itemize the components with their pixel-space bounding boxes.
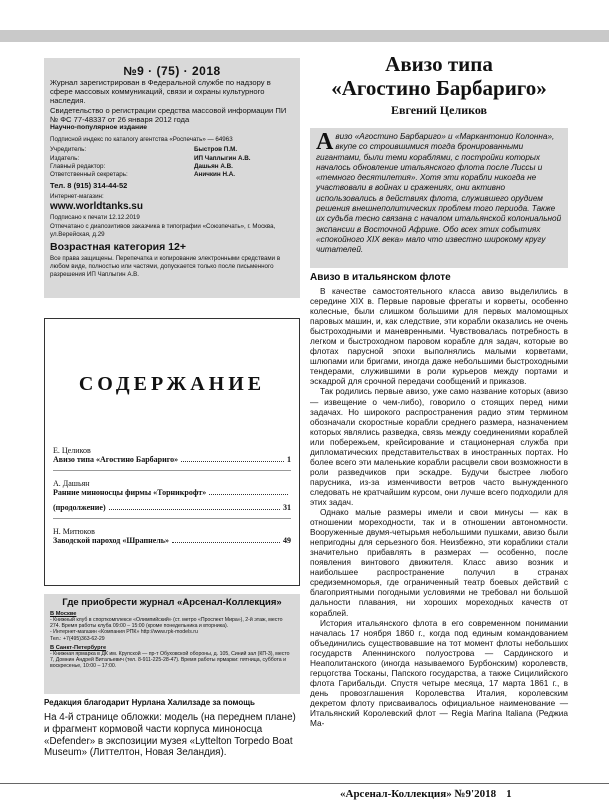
founder-row: Учредитель: Быстров П.М. <box>50 146 238 154</box>
entry-line[interactable]: Заводской пароход «Шрапнель» 49 <box>53 536 291 545</box>
rights-notice: Все права защищены. Перепечатка и копирование электронными средствами в любом виде, полностью или частями, допускается только после письменного разрешения ИП Чаплыгин А.В. <box>50 255 281 278</box>
phone: Тел. 8 (915) 314-44-52 <box>50 181 128 191</box>
drop-cap: А <box>316 129 334 155</box>
subscription-index: Подписной индекс по каталогу агентства «Роспечать» — 64963 <box>50 135 233 143</box>
buy-city-spb: В Санкт-Петербурге <box>50 644 107 651</box>
article-author: Евгений Целиков <box>390 103 488 117</box>
thanks-note: Редакция благодарит Нурлана Халилзаде за помощь <box>44 698 255 707</box>
top-band <box>0 30 609 42</box>
buy-line[interactable]: - Интернет-магазин «Компания РПК» http://www.rpk-models.ru <box>50 629 198 636</box>
secretary-row: Ответственный секретарь: Аничкин Н.А. <box>50 171 236 179</box>
shop-label: Интернет-магазин: <box>50 192 104 200</box>
paragraph: Так родились первые авизо, уже само название которых (авизо — извещение о чем-либо), говорило о стоящих перед ними задачах. Но широкого распространения радио этим термином обозначали скоростные корабли среднего размера, назначением которых являлись разведка, связь между соединениями кораблей или побережьем, крейсирование и стационерная служба при дипломатических представительствах в иностранных портах. Но более всего эти маленькие корабли расцвели свои возможности в роли разведчиков при эскадре. Будучи быстрее любого парусника, из-за изменчивости ветров часто вынужденного следовать не кратчайшим курсом, они лучше всего подходили для этих задач. <box>310 386 569 507</box>
paragraph: Однако малые размеры имели и свои минусы — как в отношении мореходности, так и в отношении автономности. Вооруженные двумя-четырьмя небольшими пушками, авизо были непригодны для серьезного боя. Неизбежно, эти кораблики стали значительно прибавлять в размерах — особенно, после появления винтового движителя. Класс авизо возник и наибольшее распространение получил в странах средиземноморья, где ограниченный театр боевых действий с благоприятными погодными условиями не требовал ни большой дальности плавания, ни хороших мореходных качеств от кораблей. <box>310 507 568 618</box>
contents-entry <box>45 446 299 464</box>
entry-author: А. Дашьян <box>53 479 90 488</box>
issue-number: №9 · (75) · 2018 <box>123 64 221 78</box>
contents-entry <box>45 479 299 512</box>
entry-line[interactable]: Авизо типа «Агостино Барбариго» 1 <box>53 455 291 464</box>
article-title: Авизо типа «Агостино Барбариго» <box>310 52 568 100</box>
footer-rule <box>0 783 609 784</box>
printing-house: Отпечатано с диапозитивов заказчика в типографии «Союзпечать», г. Москва, ул.Верейская, д.29 <box>50 223 276 238</box>
entry-line-continued[interactable]: (продолжение) 31 <box>53 503 291 512</box>
buy-city-moscow: В Москве <box>50 611 77 617</box>
where-to-buy-box <box>44 594 300 694</box>
paragraph: История итальянского флота в его современном понимании началась 17 ноября 1860 г., когда под единым командованием объединились существовавшие на тот момент флоты небольших государств Апеннинского полуострова — Сардинского и Неаполитанского (иногда называемого Бурбонским) королевств, герцогства Тосканы, Папского государства, а также Сицилийского флота Гарибальди. Спустя четыре месяца, 17 марта 1861 г., в день провозглашения Королевства Италия, королевским декретом флоту присваивалось официальное наименование — Итальянский Королевский флот — Regia Marina Italiana (Реджиа Ма- <box>310 617 568 729</box>
contents-box <box>44 318 300 586</box>
registration-text: Журнал зарегистрирован в Федеральной службе по надзору в сфере массовых коммуникаций, связи и охраны культурного наследия. <box>50 78 271 106</box>
page-number: 1 <box>506 788 512 800</box>
editor-row: Главный редактор: Дашьян А.В. <box>50 162 233 170</box>
entry-line[interactable]: Ранние миноносцы фирмы «Торникрофт» <box>53 488 291 497</box>
certificate-text: Свидетельство о регистрации средства массовой информации ПИ № ФС 77-48337 от 26 января 2012 года <box>50 105 287 124</box>
article-body <box>310 286 568 728</box>
publisher-row: Издатель: ИП Чаплыгин А.В. <box>50 154 251 162</box>
signed-date: Подписано к печати 12.12.2019 <box>50 213 140 221</box>
contents-heading: СОДЕРЖАНИЕ <box>78 373 266 395</box>
buy-line: - Книжный клуб в спорткомплексе «Олимпийский» (ст. метро «Проспект Мира»), 2-й этаж, место 274. Время работы клуба 09:00 – 15:00 (кроме понедельника и вторника). <box>50 617 283 630</box>
footer-journal: «Арсенал-Коллекция» №9'2018 <box>340 788 497 800</box>
age-rating: Возрастная категория 12+ <box>50 241 186 254</box>
cover-note: На 4-й странице обложки: модель (на переднем плане) и фрагмент кормовой части корпуса миноносца «Defender» в экспозиции музея «Lyttelton Torpedo Boat Museum» (Литтелтон, Новая Зеландия). <box>44 712 296 759</box>
buy-title: Где приобрести журнал «Арсенал-Коллекция» <box>62 597 282 608</box>
imprint-box <box>44 58 300 298</box>
buy-line: - Книжная ярмарка в ДК им. Крупской — пр-т Обуховской обороны, д. 105, Синий зал (КП-3), место 7, Домнин Андрей Витальевич (тел. 8-911-225-28-47). Время работы ярмарки: пятница, суббота и воскресенье, 10:00 – 17:00. <box>50 650 290 670</box>
publication-kind: Научно-популярное издание <box>50 124 148 132</box>
page-footer <box>340 788 512 800</box>
site-link[interactable]: www.worldtanks.su <box>50 200 143 212</box>
article-lead <box>310 128 568 268</box>
entry-author: Е. Целиков <box>53 446 91 455</box>
entry-author: Н. Митюков <box>53 527 95 536</box>
contents-entry <box>45 527 299 545</box>
lead-text: визо «Агостино Барбариго» и «Маркантонио Колонна», вкупе со строившимися тогда бронированными гигантами, были теми кораблями, с постройки которых началось обновление итальянского флота после Лиссы и «темного десятилетия». Хотя эти корабли никогда не участвовали в войнах и сражениях, они активно использовались в действиях флота, служившего орудием решения внешнеполитических проблем того периода. Также их судьба тесно связана с началом итальянской колониальной экспансии в Восточной Африке. Обо всех этих событиях «спокойного XIX века» мало что известно широкому кругу читателей. <box>316 132 562 255</box>
paragraph: В качестве самостоятельного класса авизо выделились в середине XIX в. Первые паровые фрегаты и корветы, особенно колесные, были слишком большими для первых маломощных паровых машин, и, как следствие, эти корабли оказались не очень быстроходными и маневренными. Чувствовалась потребность в легком и быстроходном паровом корабле для задач, которые во флотах парусной эпохи выполнялись малыми корветами, шлюпами или бригами, иногда даже небольшими быстроходными тендерами, служившими в роли курьеров между портами и эскадрой для срочной передачи сообщений и приказов. <box>310 286 568 387</box>
buy-line: Тел.: +7(495)363-62-29 <box>50 635 105 642</box>
section-heading: Авизо в итальянском флоте <box>310 272 451 283</box>
